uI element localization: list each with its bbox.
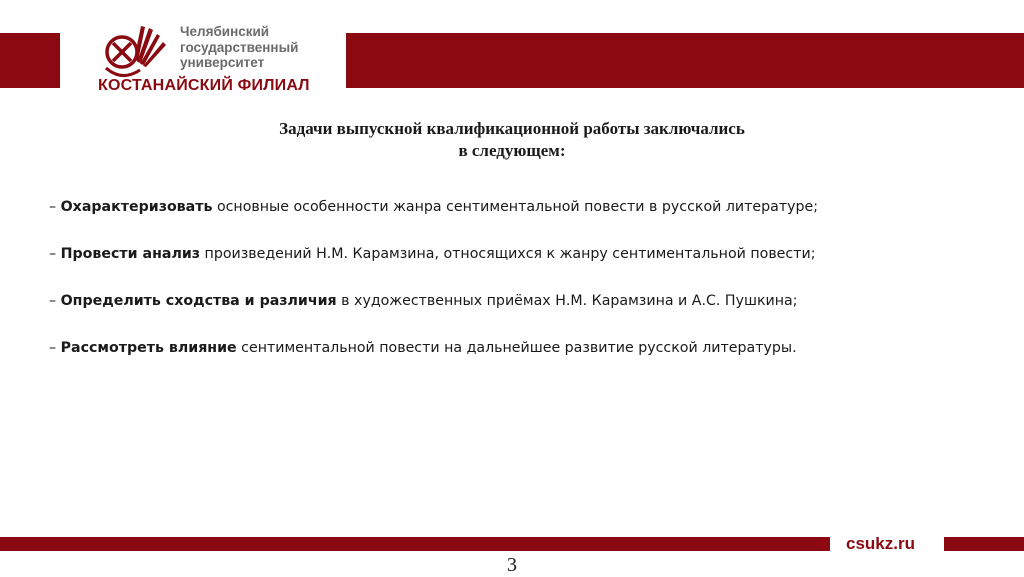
task-dash: – <box>49 293 61 309</box>
task-dash: – <box>49 340 61 356</box>
slide-title-line: Задачи выпускной квалификационной работы заключались <box>279 119 745 138</box>
header-band-left <box>0 33 60 88</box>
task-keyword: Охарактеризовать <box>60 199 213 215</box>
page-number: 3 <box>507 554 517 576</box>
task-keyword: Рассмотреть влияние <box>60 340 237 356</box>
task-text: основные особенности жанра сентиментальной повести в русской литературе; <box>212 199 819 215</box>
task-text: произведений Н.М. Карамзина, относящихся к жанру сентиментальной повести; <box>200 246 816 262</box>
task-item <box>49 197 1009 217</box>
slide-title <box>200 118 824 162</box>
task-text: в художественных приёмах Н.М. Карамзина и А.С. Пушкина; <box>336 293 798 309</box>
task-list <box>49 197 1009 385</box>
university-name-line: Челябинский <box>180 24 270 39</box>
task-dash: – <box>49 199 61 215</box>
slide-title-line: в следующем: <box>458 141 566 160</box>
university-name <box>180 24 298 71</box>
task-keyword: Определить сходства и различия <box>60 293 337 309</box>
task-item <box>49 291 1009 311</box>
task-dash: – <box>49 246 61 262</box>
task-item <box>49 244 1009 264</box>
footer-band-right <box>944 537 1024 551</box>
branch-name: КОСТАНАЙСКИЙ ФИЛИАЛ <box>98 77 310 94</box>
task-item <box>49 338 1009 358</box>
footer-band-left <box>0 537 830 551</box>
website-link[interactable]: csukz.ru <box>846 534 915 553</box>
task-keyword: Провести анализ <box>60 246 201 262</box>
university-name-line: университет <box>180 55 265 70</box>
task-text: сентиментальной повести на дальнейшее развитие русской литературы. <box>236 340 797 356</box>
university-name-line: государственный <box>180 39 299 55</box>
header-band-right <box>346 33 1024 88</box>
university-logo <box>92 20 322 102</box>
